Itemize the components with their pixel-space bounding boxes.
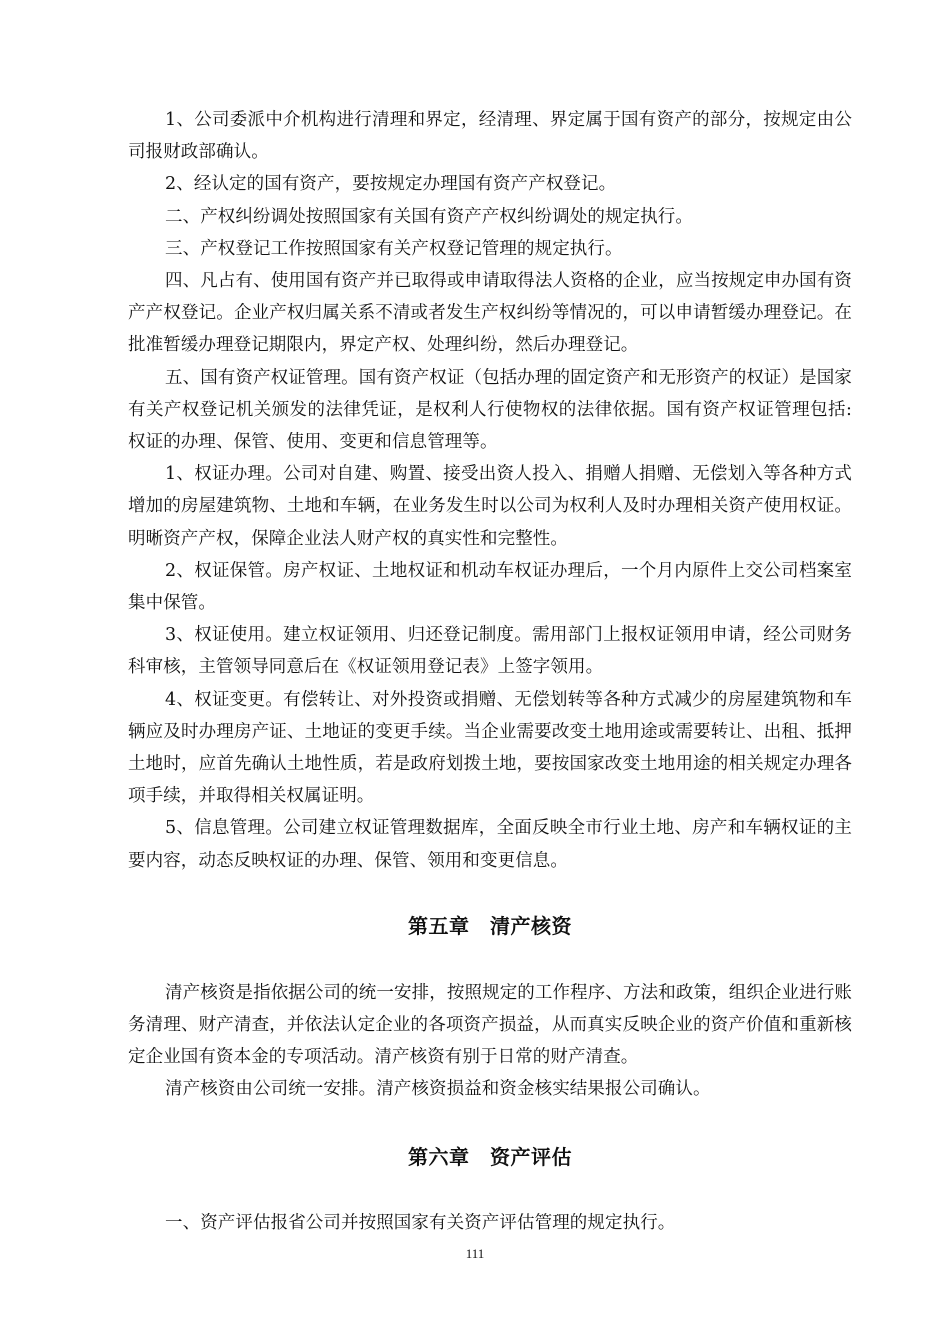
paragraph: 1、公司委派中介机构进行清理和界定，经清理、界定属于国有资产的部分，按规定由公司报财政部确认。 [128,110,852,163]
paragraph: 2、经认定的国有资产，要按规定办理国有资产产权登记。 [165,174,617,195]
paragraph: 1、权证办理。公司对自建、购置、接受出资人投入、捐赠人捐赠、无偿划入等各种方式增加的房屋建筑物、土地和车辆，在业务发生时以公司为权利人及时办理相关资产使用权证。明晰资产产权，保障企业法人财产权的真实性和完整性。 [128,464,852,549]
paragraph: 4、权证变更。有偿转让、对外投资或捐赠、无偿划转等各种方式减少的房屋建筑物和车辆应及时办理房产证、土地证的变更手续。当企业需要改变土地用途或需要转让、出租、抵押土地时，应首先确认土地性质，若是政府划拨土地，要按国家改变土地用途的相关规定办理各项手续，并取得相关权属证明。 [128,689,852,807]
paragraph: 清产核资是指依据公司的统一安排，按照规定的工作程序、方法和政策，组织企业进行账务清理、财产清查，并依法认定企业的各项资产损益，从而真实反映企业的资产价值和重新核定企业国有资本金的专项活动。清产核资有别于日常的财产清查。 [128,982,852,1068]
paragraph: 二、产权纠纷调处按照国家有关国有资产产权纠纷调处的规定执行。 [165,206,693,227]
paragraph: 清产核资由公司统一安排。清产核资损益和资金核实结果报公司确认。 [165,1079,711,1100]
paragraph: 5、信息管理。公司建立权证管理数据库，全面反映全市行业土地、房产和车辆权证的主要内容，动态反映权证的办理、保管、领用和变更信息。 [128,818,852,871]
page-number: 111 [465,1246,485,1261]
paragraph: 五、国有资产权证管理。国有资产权证（包括办理的固定资产和无形资产的权证）是国家有关产权登记机关颁发的法律凭证，是权利人行使物权的法律依据。国有资产权证管理包括:权证的办理、保管、使用、变更和信息管理等。 [128,367,852,453]
document-body [128,104,852,1239]
paragraph: 2、权证保管。房产权证、土地权证和机动车权证办理后，一个月内原件上交公司档案室集中保管。 [128,560,852,614]
paragraph: 一、资产评估报省公司并按照国家有关资产评估管理的规定执行。 [165,1212,676,1233]
paragraph: 3、权证使用。建立权证领用、归还登记制度。需用部门上报权证领用申请，经公司财务科审核，主管领导同意后在《权证领用登记表》上签字领用。 [128,625,852,678]
chapter-five-heading: 第五章 清产核资 [408,913,572,938]
paragraph: 三、产权登记工作按照国家有关产权登记管理的规定执行。 [165,238,623,259]
paragraph: 四、凡占有、使用国有资产并已取得或申请取得法人资格的企业，应当按规定申办国有资产产权登记。企业产权归属关系不清或者发生产权纠纷等情况的，可以申请暂缓办理登记。在批准暂缓办理登记期限内，界定产权、处理纠纷，然后办理登记。 [128,271,852,356]
chapter-six-heading: 第六章 资产评估 [408,1144,572,1169]
